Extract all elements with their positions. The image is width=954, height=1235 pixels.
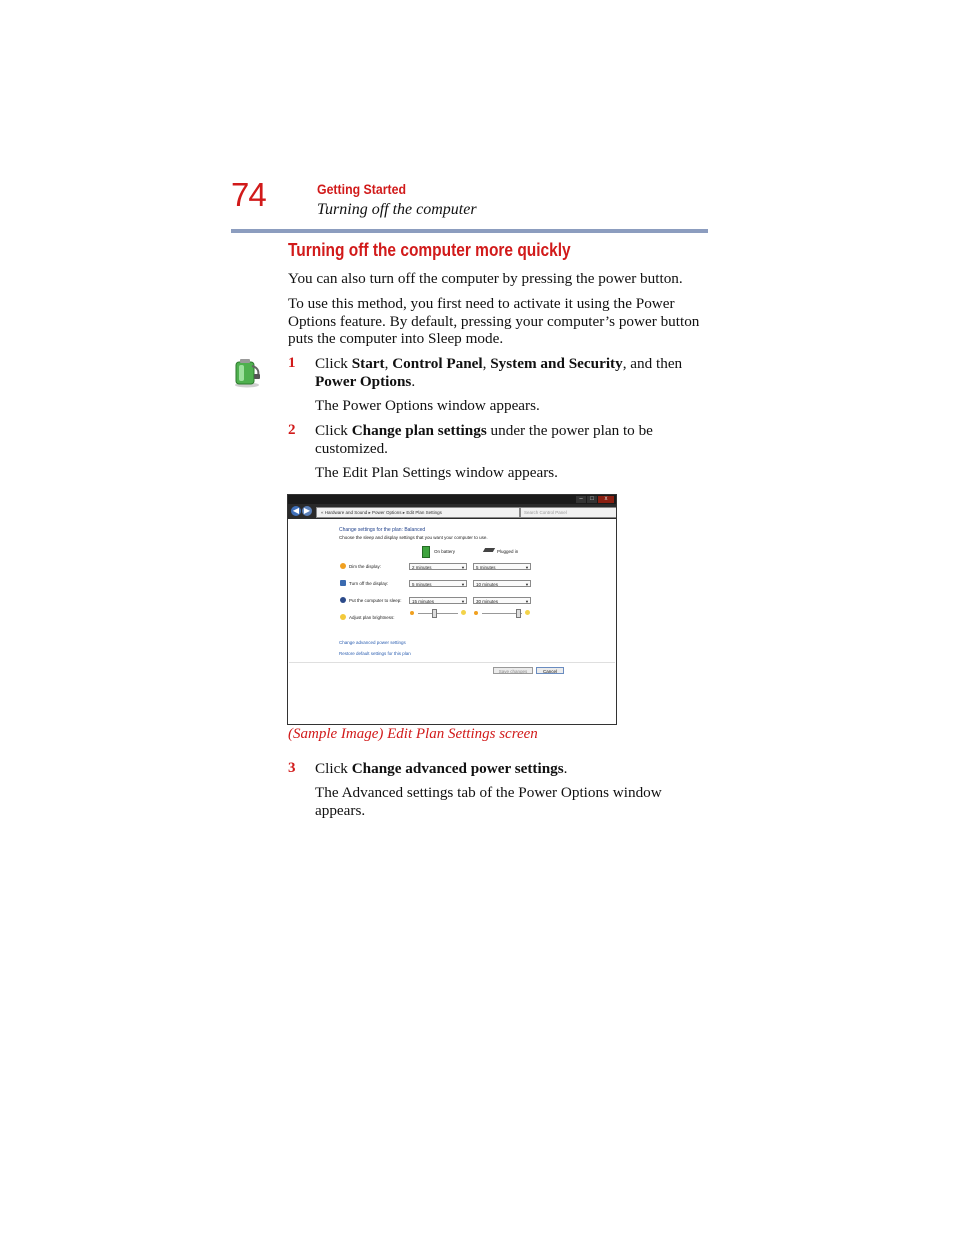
header-rule <box>231 229 708 233</box>
select-value: 30 minutes <box>476 599 499 604</box>
slider-thumb[interactable] <box>516 609 521 618</box>
select-value: 15 minutes <box>412 599 435 604</box>
sun-dim-icon <box>410 611 414 615</box>
step-1-result: The Power Options window appears. <box>315 397 540 414</box>
window-content <box>289 519 615 724</box>
ui-term: Power Options <box>315 372 412 390</box>
step-text: , and then <box>622 355 683 372</box>
dim-display-plugged-select[interactable] <box>473 563 531 570</box>
step-3-text <box>315 760 710 778</box>
paragraph-1: You can also turn off the computer by pressing the power button. <box>288 270 683 287</box>
window-titlebar <box>288 495 616 504</box>
forward-arrow-icon[interactable]: ▶ <box>303 506 311 515</box>
sun-bright-icon <box>461 610 466 615</box>
ui-term: Control Panel <box>392 355 483 372</box>
breadcrumb[interactable]: « Hardware and Sound ▸ Power Options ▸ Edit Plan Settings <box>316 507 520 518</box>
change-advanced-settings-link[interactable]: Change advanced power settings <box>339 640 406 645</box>
step-3-result: The Advanced settings tab of the Power Options window appears. <box>315 784 662 819</box>
chevron-down-icon: ▼ <box>461 599 465 604</box>
edit-plan-settings-screenshot <box>287 494 617 725</box>
save-changes-button[interactable]: Save changes <box>493 667 533 674</box>
figure-caption: (Sample Image) Edit Plan Settings screen <box>288 726 538 742</box>
plugged-in-label: Plugged in <box>497 549 519 554</box>
turn-off-display-label: Turn off the display: <box>349 581 389 586</box>
dim-display-icon <box>340 563 346 569</box>
battery-icon <box>422 546 430 558</box>
subchapter-title: Turning off the computer <box>317 201 477 218</box>
step-text: . <box>563 760 568 777</box>
plan-title: Change settings for the plan: Balanced <box>339 527 426 533</box>
sleep-plugged-select[interactable] <box>473 597 531 604</box>
step-2-text <box>315 422 690 457</box>
close-button[interactable]: x <box>598 496 614 503</box>
slider-thumb[interactable] <box>432 609 437 618</box>
chapter-title: Getting Started <box>317 181 406 197</box>
sun-bright-icon <box>525 610 530 615</box>
moon-icon <box>340 597 346 603</box>
step-text: . <box>411 372 416 390</box>
select-value: 2 minutes <box>412 565 432 570</box>
step-text: , <box>384 355 393 372</box>
on-battery-label: On battery <box>434 549 456 554</box>
step-3-number: 3 <box>288 760 296 776</box>
cancel-button[interactable]: Cancel <box>536 667 564 674</box>
plan-subtitle: Choose the sleep and display settings that you want your computer to use. <box>339 535 488 540</box>
chevron-down-icon: ▼ <box>461 565 465 570</box>
restore-defaults-link[interactable]: Restore default settings for this plan <box>339 651 411 656</box>
turn-off-display-plugged-select[interactable] <box>473 580 531 587</box>
plug-icon <box>483 548 495 552</box>
step-text: , <box>482 355 491 372</box>
page-number: 74 <box>231 176 266 213</box>
step-2-result: The Edit Plan Settings window appears. <box>315 464 558 481</box>
step-1-number: 1 <box>288 355 296 371</box>
sun-dim-icon <box>474 611 478 615</box>
sleep-label: Put the computer to sleep: <box>349 598 402 603</box>
dim-display-label: Dim the display: <box>349 564 382 569</box>
back-arrow-icon[interactable]: ◀ <box>292 506 300 515</box>
select-value: 10 minutes <box>476 582 499 587</box>
brightness-icon <box>340 614 346 620</box>
battery-tip-icon <box>232 356 262 388</box>
chevron-down-icon: ▼ <box>525 582 529 587</box>
step-text: Click <box>315 422 352 439</box>
minimize-button[interactable]: – <box>576 496 586 503</box>
search-input[interactable]: Search Control Panel <box>520 507 617 518</box>
paragraph-2: To use this method, you first need to activate it using the Power Options feature. By default, pressing your computer’s power button puts the computer into Sleep mode. <box>288 295 700 347</box>
dim-display-battery-select[interactable] <box>409 563 467 570</box>
ui-term: System and Security <box>490 355 623 372</box>
step-2-number: 2 <box>288 422 296 438</box>
chevron-down-icon: ▼ <box>461 582 465 587</box>
brightness-label: Adjust plan brightness: <box>349 615 395 620</box>
monitor-icon <box>340 580 346 586</box>
ui-term: Start <box>351 355 385 372</box>
address-bar <box>288 504 616 519</box>
sleep-battery-select[interactable] <box>409 597 467 604</box>
section-heading: Turning off the computer more quickly <box>288 240 571 260</box>
divider <box>289 662 615 663</box>
maximize-button[interactable]: □ <box>587 496 597 503</box>
step-text: Click <box>315 355 352 372</box>
chevron-down-icon: ▼ <box>525 565 529 570</box>
step-text: Click <box>315 760 352 777</box>
chevron-down-icon: ▼ <box>525 599 529 604</box>
ui-term: Change plan settings <box>351 422 487 439</box>
ui-term: Change advanced power settings <box>351 760 564 777</box>
step-text: under the power plan to be customized. <box>315 422 653 457</box>
brightness-battery-slider[interactable] <box>418 613 458 614</box>
step-1-text <box>315 355 710 390</box>
select-value: 5 minutes <box>412 582 432 587</box>
turn-off-display-battery-select[interactable] <box>409 580 467 587</box>
select-value: 5 minutes <box>476 565 496 570</box>
